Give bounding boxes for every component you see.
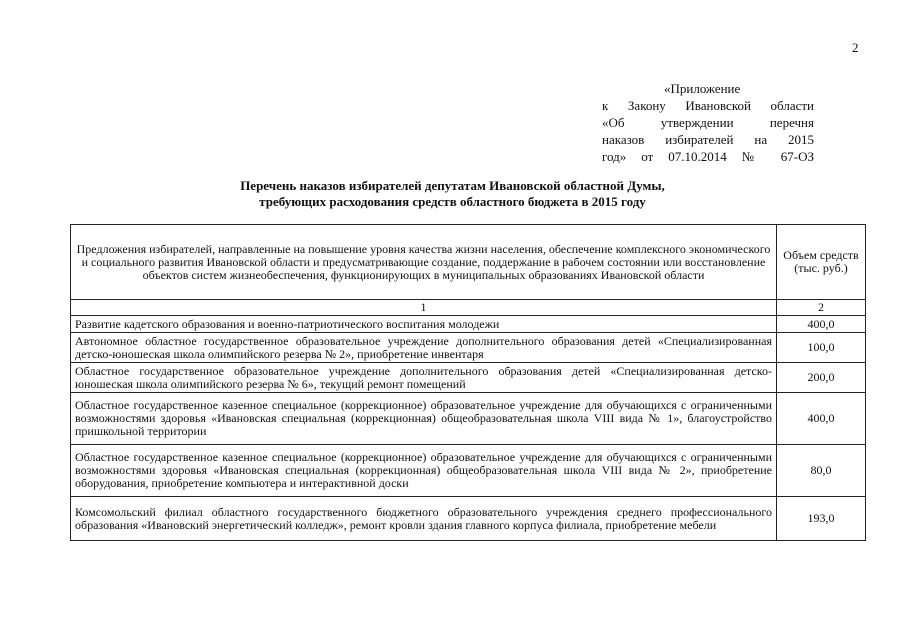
table-row — [71, 445, 866, 497]
row-amount: 200,0 — [777, 363, 866, 393]
document-title-line-2: требующих расходования средств областного бюджета в 2015 году — [259, 194, 646, 209]
appendix-reference — [602, 80, 814, 165]
table-row — [71, 333, 866, 363]
column-number-1: 1 — [71, 300, 777, 316]
row-text: Областное государственное казенное специальное (коррекционное) образовательное учреждение для обучающихся с ограниченными возможностями здоровья «Ивановская специальная (коррекционная) общеобразовательная школа VIII вида № 1», благоустройство пришкольной территории — [71, 393, 777, 445]
row-text: Комсомольский филиал областного государственного бюджетного образовательного учреждения среднего профессионального образования «Ивановский энергетический колледж», ремонт кровли здания главного корпуса филиала, приобретение мебели — [71, 497, 777, 541]
column-number-row — [71, 300, 866, 316]
row-text: Областное государственное образовательное учреждение дополнительного образования детей «Специализированная детско-юношеская школа олимпийского резерва № 6», текущий ремонт помещений — [71, 363, 777, 393]
appendix-line: «Приложение — [664, 81, 741, 96]
header-proposals: Предложения избирателей, направленные на повышение уровня качества жизни населения, обеспечение комплексного экономического и социального развития Ивановской области и предусматривающие создание, поддержание в рабочем состоянии или восстановление объектов систем жизнеобеспечения, функционирующих в муниципальных образованиях Ивановской области — [71, 225, 777, 300]
header-amount: Объем средств (тыс. руб.) — [777, 225, 866, 300]
row-text: Автономное областное государственное образовательное учреждение дополнительного образования детей «Специализированная детско-юношеская школа олимпийского резерва № 2», приобретение инвентаря — [71, 333, 777, 363]
table-header-row — [71, 225, 866, 300]
appendix-line: «Об утверждении перечня — [602, 115, 814, 130]
page-number: 2 — [852, 40, 859, 55]
appendix-line: год» от 07.10.2014 № 67-ОЗ — [602, 149, 814, 164]
column-number-2: 2 — [777, 300, 866, 316]
row-text: Развитие кадетского образования и военно-патриотического воспитания молодежи — [71, 316, 777, 333]
row-amount: 80,0 — [777, 445, 866, 497]
row-text: Областное государственное казенное специальное (коррекционное) образовательное учреждение для обучающихся с ограниченными возможностями здоровья «Ивановская специальная (коррекционная) общеобразовательная школа VIII вида № 2», приобретение оборудования, приобретение компьютера и интерактивной доски — [71, 445, 777, 497]
appendix-line: к Закону Ивановской области — [602, 98, 814, 113]
appendix-line: наказов избирателей на 2015 — [602, 132, 814, 147]
table-row — [71, 497, 866, 541]
row-amount: 193,0 — [777, 497, 866, 541]
table-row — [71, 363, 866, 393]
document-title — [0, 178, 905, 210]
table-row — [71, 393, 866, 445]
row-amount: 400,0 — [777, 316, 866, 333]
row-amount: 400,0 — [777, 393, 866, 445]
document-title-line-1: Перечень наказов избирателей депутатам Ивановской областной Думы, — [240, 178, 665, 193]
orders-table — [70, 224, 866, 541]
row-amount: 100,0 — [777, 333, 866, 363]
table-row — [71, 316, 866, 333]
